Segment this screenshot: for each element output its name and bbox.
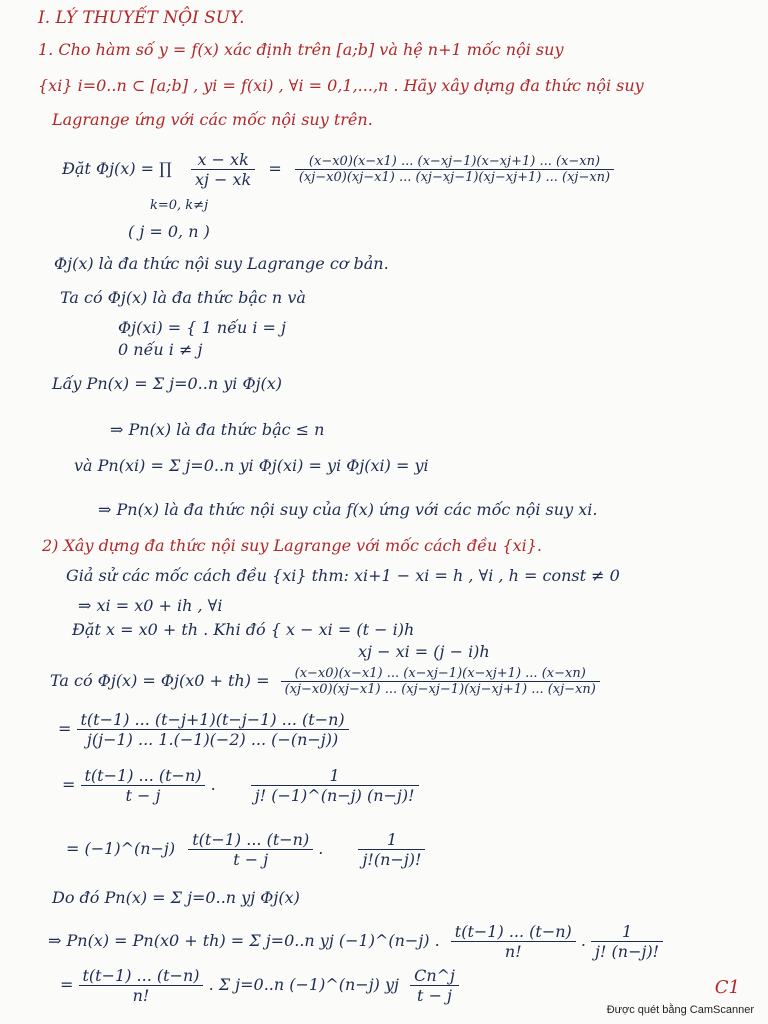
phi-rewrite-den: (xj−x0)(xj−x1) ... (xj−xj−1)(xj−xj+1) ... (xj−xn) — [284, 682, 596, 697]
step-t-form — [58, 710, 349, 749]
substitution-case-2: xj − xi = (j − i)h — [358, 642, 490, 661]
step-final-b-num: 1 — [358, 830, 425, 850]
pn-final-mid: . Σ j=0..n (−1)^(n−j) yj — [208, 975, 399, 994]
degree-note: Ta có Φj(x) là đa thức bậc n và — [60, 288, 306, 307]
phi-rewrite — [50, 666, 600, 697]
question-1-line-3: Lagrange ứng với các mốc nội suy trên. — [52, 110, 373, 129]
step-split-a-den: t − j — [125, 786, 161, 805]
step-split — [62, 766, 419, 805]
dot-3: . — [580, 931, 592, 950]
definition-fraction-1-den: xj − xk — [194, 170, 252, 189]
step-t-den: j(j−1) ... 1.(−1)(−2) ... (−(n−j)) — [86, 730, 339, 749]
pn-expanded-pre: ⇒ Pn(x) = Pn(x0 + th) = Σ j=0..n yj (−1)^(n−j) . — [48, 931, 440, 950]
pn-definition: Lấy Pn(x) = Σ j=0..n yi Φj(x) — [52, 374, 283, 393]
pn-final-a-den: n! — [132, 986, 150, 1005]
page-number: C1 — [714, 977, 740, 998]
pn-expanded-fraction-a — [451, 922, 576, 961]
dot-2: . — [318, 839, 329, 858]
definition-range: ( j = 0, n ) — [128, 222, 210, 241]
pn-final — [60, 966, 459, 1005]
definition-fraction-2 — [295, 154, 614, 185]
node-formula: ⇒ xi = x0 + ih , ∀i — [78, 596, 223, 615]
pn-expanded — [48, 922, 663, 961]
definition-phi — [62, 150, 614, 189]
equal-spacing-assumption: Giả sử các mốc cách đều {xi} thm: xi+1 − xi = h , ∀i , h = const ≠ 0 — [66, 566, 620, 585]
step-split-fraction-b — [251, 766, 419, 805]
scanner-footer: Được quét bằng CamScanner — [606, 1004, 754, 1016]
pn-final-a-num: t(t−1) ... (t−n) — [79, 966, 204, 986]
question-1-line-1: 1. Cho hàm số y = f(x) xác định trên [a;b] và hệ n+1 mốc nội suy — [38, 40, 564, 59]
pn-final-b-den: t − j — [417, 986, 453, 1005]
phi-rewrite-lhs: Ta có Φj(x) = Φj(x0 + th) = — [50, 671, 270, 690]
step-final-a-num: t(t−1) ... (t−n) — [188, 830, 313, 850]
phi-rewrite-fraction — [281, 666, 600, 697]
step-final-b-den: j!(n−j)! — [362, 850, 422, 869]
step-final-phi — [66, 830, 425, 869]
pn-degree: ⇒ Pn(x) là đa thức bậc ≤ n — [110, 420, 325, 439]
question-1-line-2: {xi} i=0..n ⊂ [a;b] , yi = f(xi) , ∀i = 0,1,...,n . Hãy xây dựng đa thức nội suy — [38, 76, 644, 95]
pn-at-nodes: và Pn(xi) = Σ j=0..n yi Φj(xi) = yi Φj(xi) = yi — [74, 456, 429, 475]
substitution: Đặt x = x0 + th . Khi đó { x − xi = (t − i)h — [72, 620, 415, 639]
step-split-fraction-a — [81, 766, 206, 805]
kronecker-case-2: 0 nếu i ≠ j — [118, 340, 203, 359]
phi-rewrite-num: (x−x0)(x−x1) ... (x−xj−1)(x−xj+1) ... (x−xn) — [281, 666, 600, 682]
equals-sign-3: = — [60, 975, 74, 994]
step-t-fraction — [77, 710, 349, 749]
basic-polynomial-note: Φj(x) là đa thức nội suy Lagrange cơ bản. — [54, 254, 389, 273]
definition-fraction-2-den: (xj−x0)(xj−x1) ... (xj−xj−1)(xj−xj+1) ... (xj−xn) — [298, 170, 611, 185]
definition-fraction-1-num: x − xk — [191, 150, 255, 170]
definition-fraction-2-num: (x−x0)(x−x1) ... (x−xj−1)(x−xj+1) ... (x−xn) — [295, 154, 614, 170]
equals-sign-1: = — [58, 719, 72, 738]
step-split-b-den: j! (−1)^(n−j) (n−j)! — [254, 786, 415, 805]
definition-equals: = — [268, 159, 282, 178]
section-title: I. LÝ THUYẾT NỘI SUY. — [38, 8, 245, 28]
pn-expanded-a-num: t(t−1) ... (t−n) — [451, 922, 576, 942]
step-final-fraction-a — [188, 830, 313, 869]
product-limits: k=0, k≠j — [150, 198, 209, 213]
pn-conclusion: ⇒ Pn(x) là đa thức nội suy của f(x) ứng với các mốc nội suy xi. — [98, 500, 598, 519]
pn-expanded-fraction-b — [591, 922, 663, 961]
step-split-a-num: t(t−1) ... (t−n) — [81, 766, 206, 786]
kronecker-case-1: Φj(xi) = { 1 nếu i = j — [118, 318, 287, 337]
equals-sign-2: = — [62, 775, 76, 794]
step-final-fraction-b — [358, 830, 425, 869]
step-final-pre: = (−1)^(n−j) — [66, 839, 176, 858]
step-final-a-den: t − j — [233, 850, 269, 869]
pn-expanded-a-den: n! — [504, 942, 522, 961]
pn-final-fraction-b — [410, 966, 459, 1005]
step-t-num: t(t−1) ... (t−j+1)(t−j−1) ... (t−n) — [77, 710, 349, 730]
dot-1: . — [210, 775, 221, 794]
step-split-b-num: 1 — [251, 766, 419, 786]
pn-expanded-b-den: j! (n−j)! — [595, 942, 660, 961]
question-2-title: 2) Xây dựng đa thức nội suy Lagrange với mốc cách đều {xi}. — [42, 536, 542, 555]
definition-fraction-1 — [191, 150, 255, 189]
pn-sum: Do đó Pn(x) = Σ j=0..n yj Φj(x) — [52, 888, 300, 907]
pn-final-b-num: Cn^j — [410, 966, 459, 986]
pn-expanded-b-num: 1 — [591, 922, 663, 942]
pn-final-fraction-a — [79, 966, 204, 1005]
definition-lhs: Đặt Φj(x) = ∏ — [62, 159, 172, 178]
